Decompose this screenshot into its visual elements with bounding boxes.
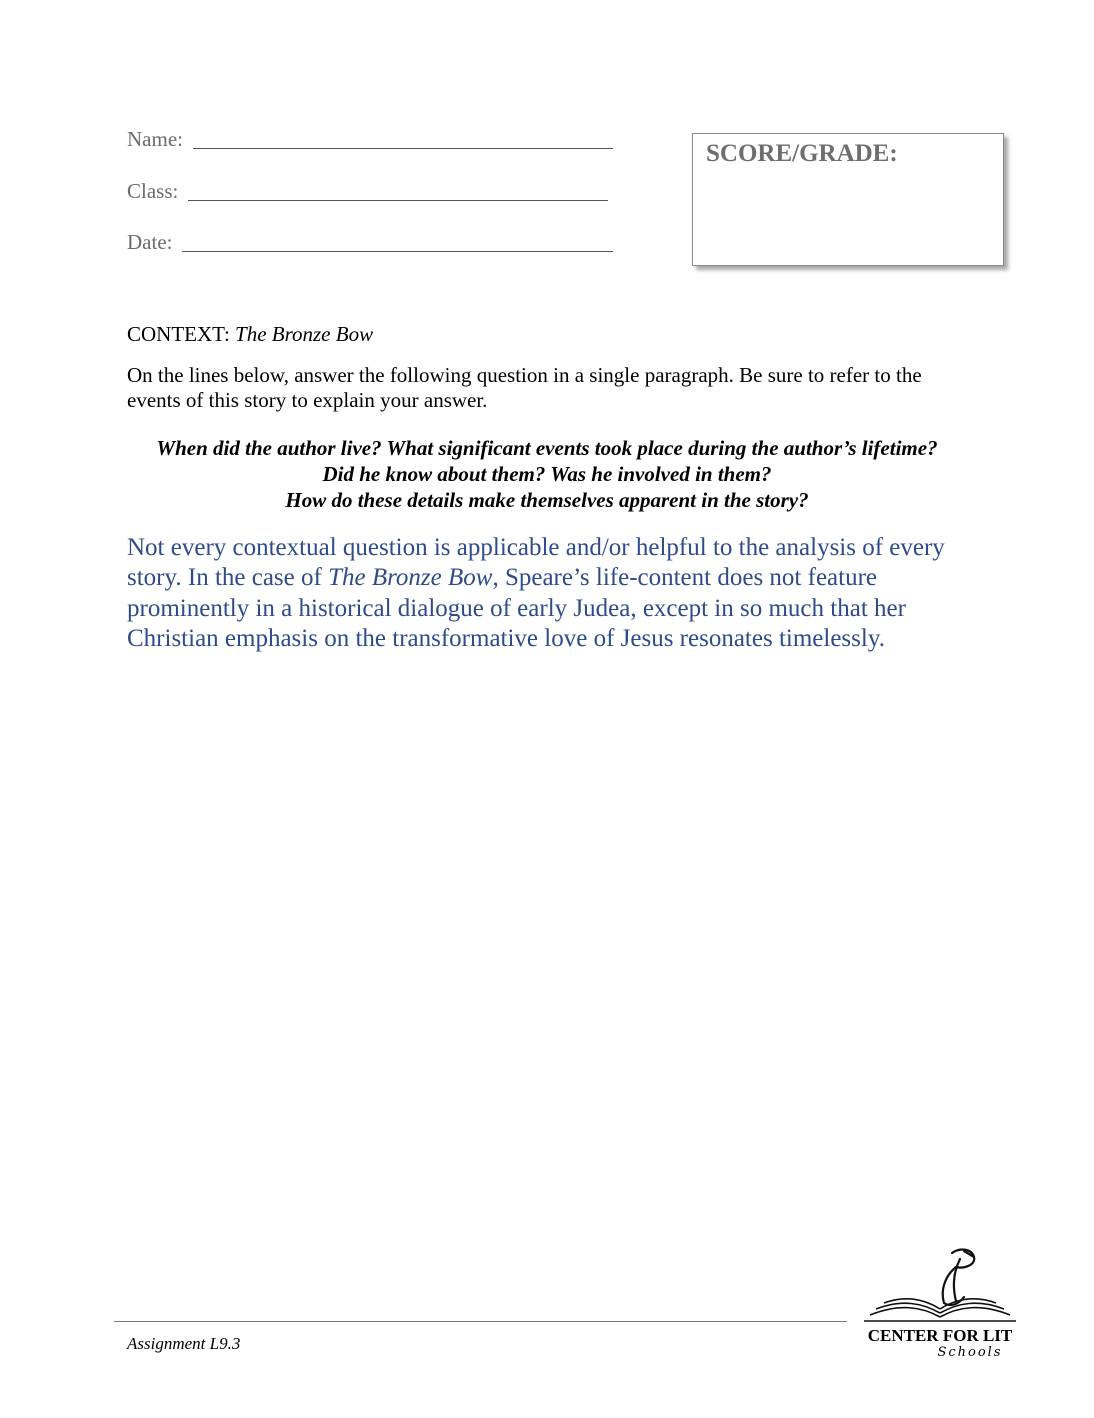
question-block (127, 435, 967, 513)
logo-subtitle-text: Schools (937, 1345, 1003, 1360)
class-field (127, 179, 608, 204)
class-blank-line[interactable] (188, 200, 608, 201)
question-line: When did the author live? What significant events took place during the author’s lifetime? (156, 436, 938, 460)
question-line: Did he know about them? Was he involved in them? (322, 462, 772, 486)
center-for-lit-logo (860, 1245, 1020, 1360)
name-field (127, 127, 613, 152)
instructions-text: On the lines below, answer the following question in a single paragraph. Be sure to refer to the events of this story to explain your answer. (127, 363, 922, 412)
class-label: Class: (127, 179, 179, 203)
context-prefix: CONTEXT: (127, 322, 230, 346)
date-label: Date: (127, 230, 173, 254)
date-blank-line[interactable] (182, 251, 613, 252)
answer-text-part: Not every contextual question is applicable and/or helpful to the analysis of every story. In the case of (127, 534, 945, 592)
score-grade-box (692, 133, 1004, 266)
name-label: Name: (127, 127, 183, 151)
assignment-label: Assignment L9.3 (127, 1334, 241, 1353)
score-grade-label: SCORE/GRADE: (706, 140, 898, 167)
name-blank-line[interactable] (193, 148, 613, 149)
date-field (127, 230, 613, 255)
footer-divider (114, 1321, 847, 1322)
context-heading (127, 322, 373, 347)
logo-title-text: CENTER FOR LIT (867, 1326, 1013, 1345)
answer-paragraph (127, 533, 967, 654)
answer-text-part: , Speare’s life-content does not feature prominently in a historical dialogue of early Judea, except in so much that her Christian emphasis on the transformative love of Jesus resonates timelessly. (127, 564, 906, 652)
answer-book-title: The Bronze Bow (328, 564, 493, 592)
question-line: How do these details make themselves apparent in the story? (285, 488, 809, 512)
context-book-title: The Bronze Bow (235, 322, 374, 346)
